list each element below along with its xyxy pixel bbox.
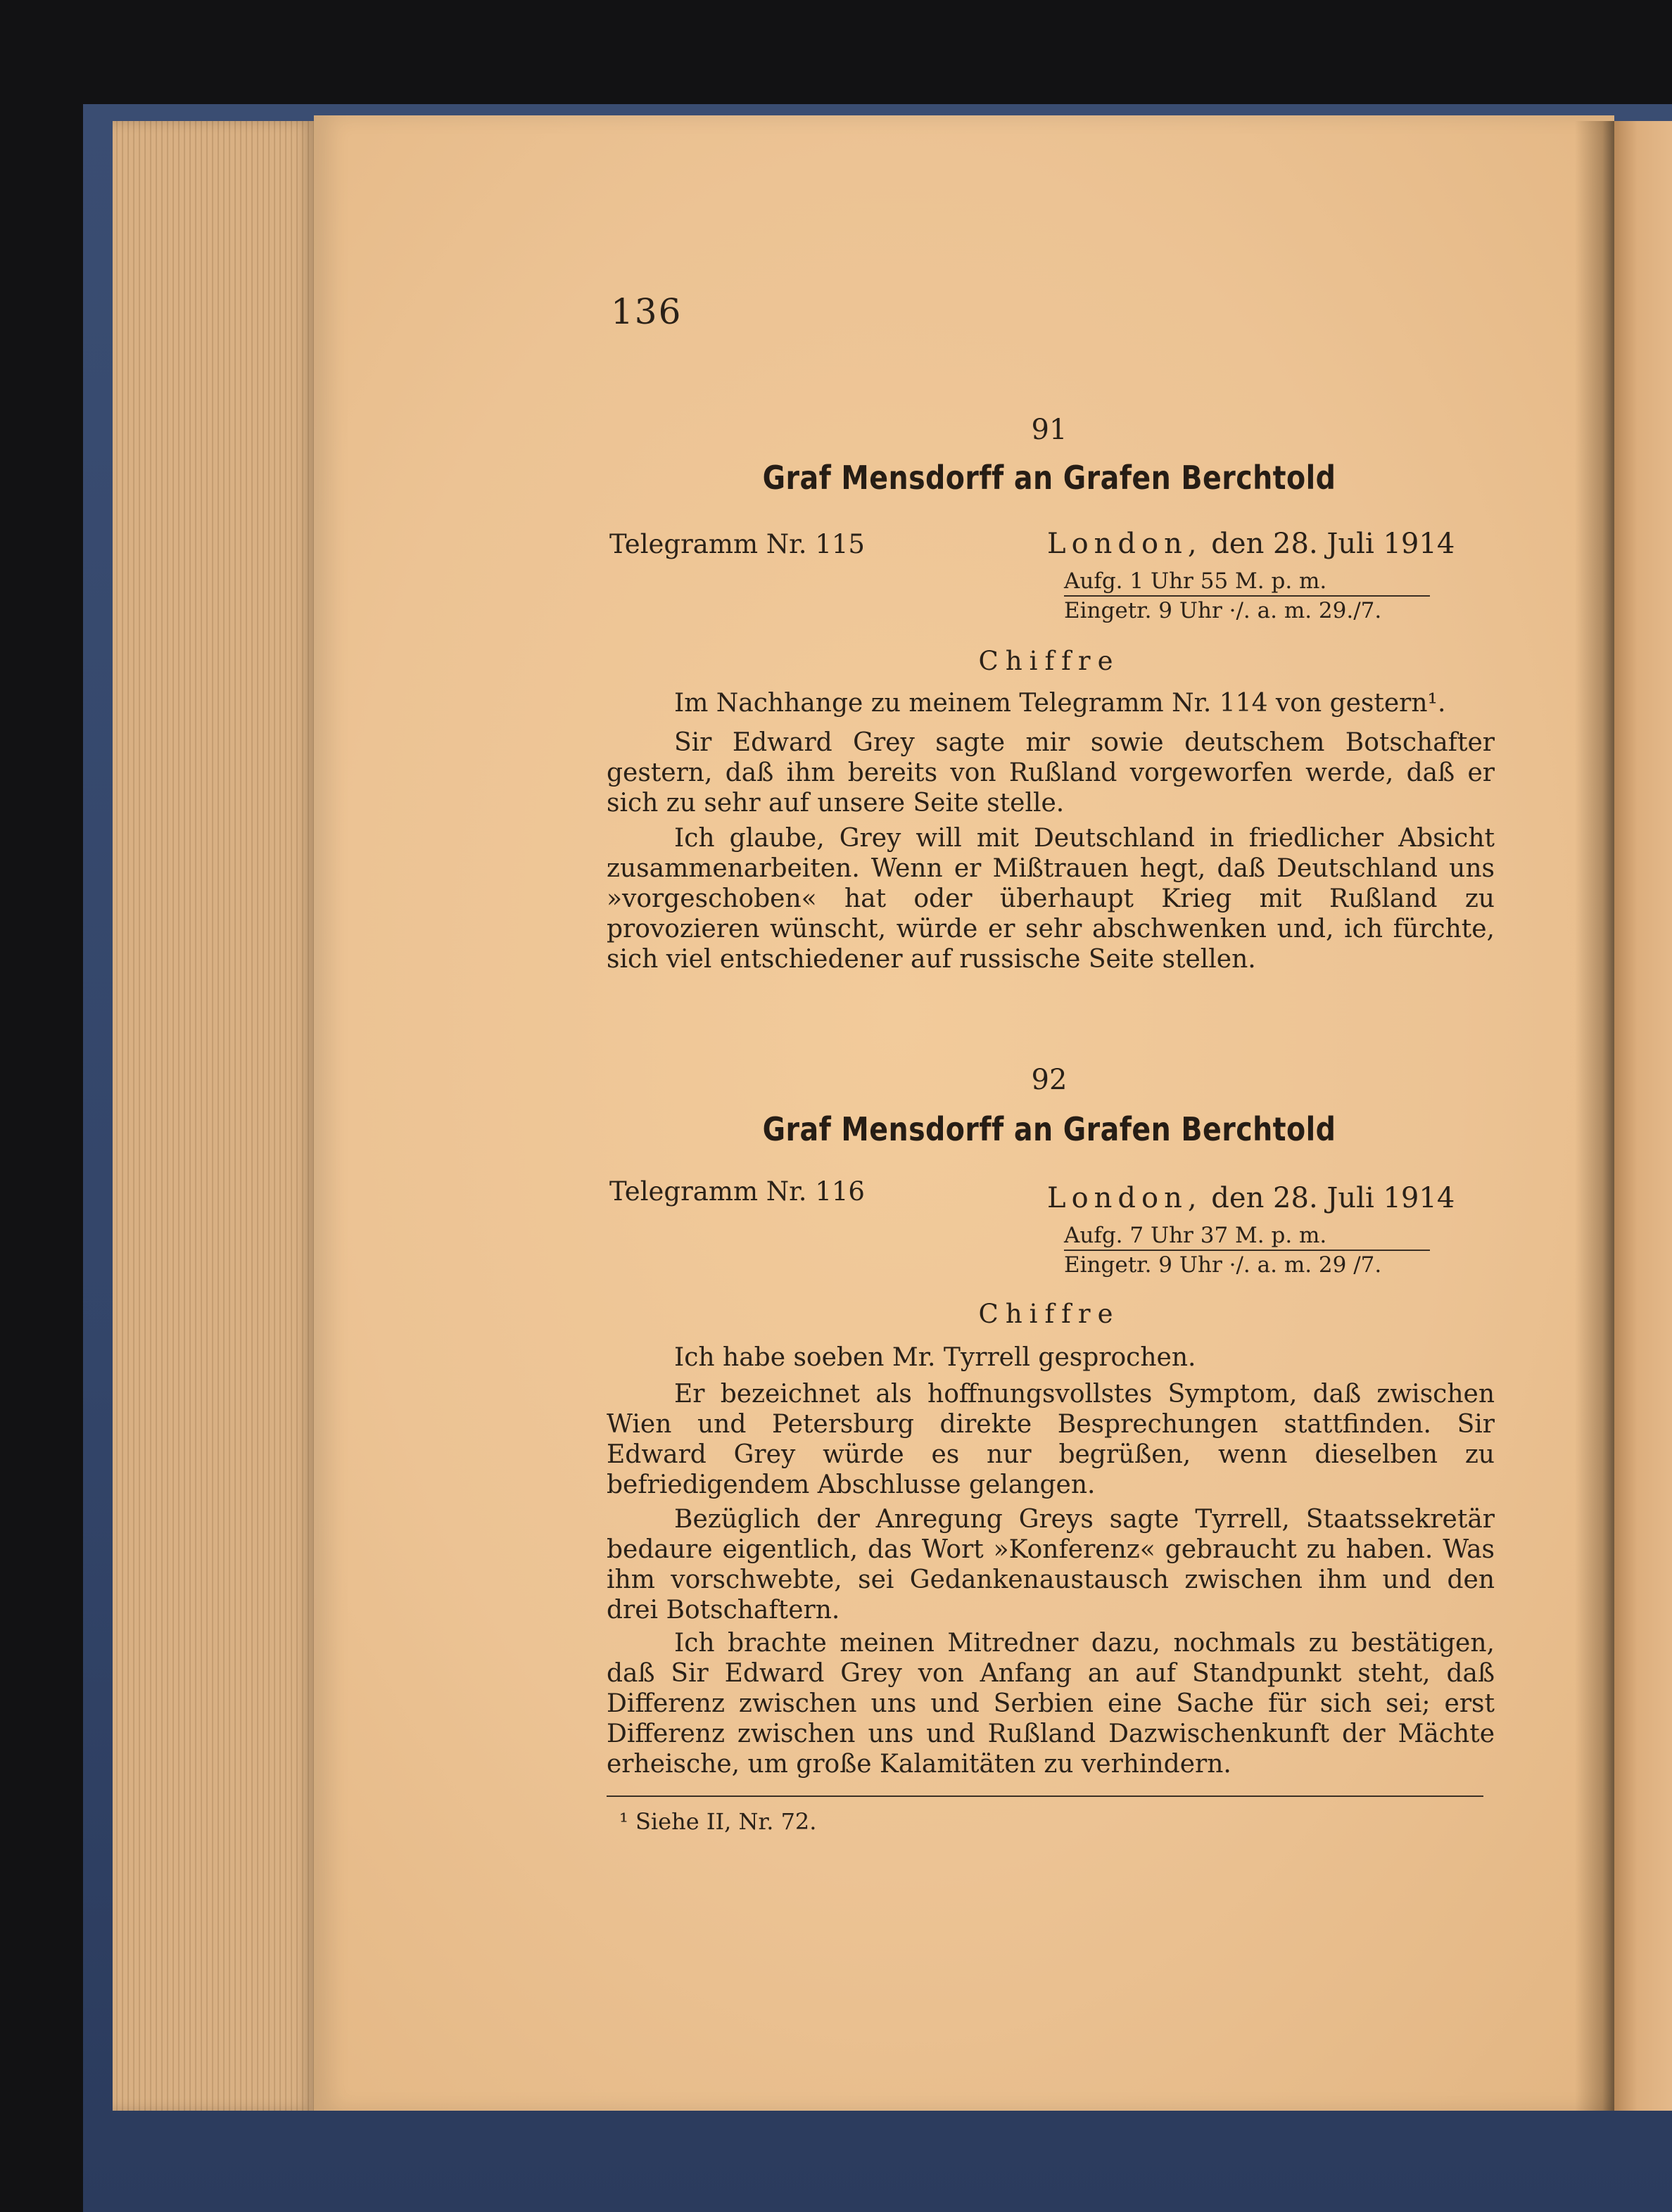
received-time: Eingetr. 9 Uhr ·/. a. m. 29 /7. — [1064, 1252, 1382, 1278]
document-number: 91 — [1031, 414, 1068, 446]
place-date — [1047, 528, 1455, 560]
footnote-rule — [607, 1795, 1483, 1797]
telegram-number: Telegramm Nr. 116 — [609, 1176, 865, 1207]
sent-time: Aufg. 7 Uhr 37 M. p. m. — [1064, 1221, 1430, 1251]
date: den 28. Juli 1914 — [1211, 528, 1455, 560]
paragraph: Er bezeichnet als hoffnungsvollstes Symptom, daß zwischen Wien und Petersburg direkte Besprechungen stattfinden. Sir Edward Grey würde es nur begrüßen, wenn dieselben zu befriedigendem Abschlusse gelangen. — [607, 1380, 1495, 1499]
paragraph: Ich brachte meinen Mitredner dazu, nochmals zu bestätigen, daß Sir Edward Grey von Anfang an auf Standpunkt steht, daß Differenz zwischen uns und Serbien eine Sache für sich sei; erst Differenz zwischen uns und Rußland Dazwischenkunft der Mächte erheische, um große Kalamitäten zu verhindern. — [607, 1629, 1495, 1779]
place-date — [1047, 1182, 1455, 1214]
paragraph: Sir Edward Grey sagte mir sowie deutschem Botschafter gestern, daß ihm bereits von Rußland vorgeworfen werde, daß er sich zu sehr auf unsere Seite stelle. — [607, 728, 1495, 818]
facing-page-edge — [1614, 121, 1672, 2111]
telegram-number: Telegramm Nr. 115 — [609, 529, 865, 559]
paragraph: Ich habe soeben Mr. Tyrrell gesprochen. — [674, 1343, 1196, 1372]
city: London, — [1047, 1182, 1203, 1214]
sent-time: Aufg. 1 Uhr 55 M. p. m. — [1064, 567, 1430, 597]
document-title: Graf Mensdorff an Grafen Berchtold — [762, 459, 1336, 497]
page-edges — [113, 121, 314, 2111]
paragraph: Bezüglich der Anregung Greys sagte Tyrrell, Staatssekretär bedaure eigentlich, das Wort »Konferenz« gebraucht zu haben. Was ihm vorschwebte, sei Gedankenaustausch zwischen ihm und den drei Botschaftern. — [607, 1505, 1495, 1625]
paragraph: Ich glaube, Grey will mit Deutschland in friedlicher Absicht zusammenarbeiten. Wenn er Mißtrauen hegt, daß Deutschland uns »vorgeschoben« hat oder überhaupt Krieg mit Rußland zu provozieren wünscht, würde er sehr abschwenken und, ich fürchte, sich viel entschiedener auf russische Seite stellen. — [607, 824, 1495, 974]
book-gutter — [1575, 121, 1614, 2111]
city: London, — [1047, 528, 1203, 560]
dispatch-times — [1064, 567, 1430, 625]
date: den 28. Juli 1914 — [1211, 1182, 1455, 1214]
footnote: ¹ Siehe II, Nr. 72. — [619, 1808, 817, 1835]
cipher-label: Chiffre — [978, 1299, 1120, 1329]
cipher-label: Chiffre — [978, 646, 1120, 676]
received-time: Eingetr. 9 Uhr ·/. a. m. 29./7. — [1064, 598, 1382, 623]
document-number: 92 — [1031, 1064, 1068, 1096]
paragraph: Im Nachhange zu meinem Telegramm Nr. 114 von gestern¹. — [674, 689, 1446, 718]
document-title: Graf Mensdorff an Grafen Berchtold — [762, 1110, 1336, 1148]
dispatch-times — [1064, 1221, 1430, 1279]
page-number: 136 — [611, 291, 683, 332]
